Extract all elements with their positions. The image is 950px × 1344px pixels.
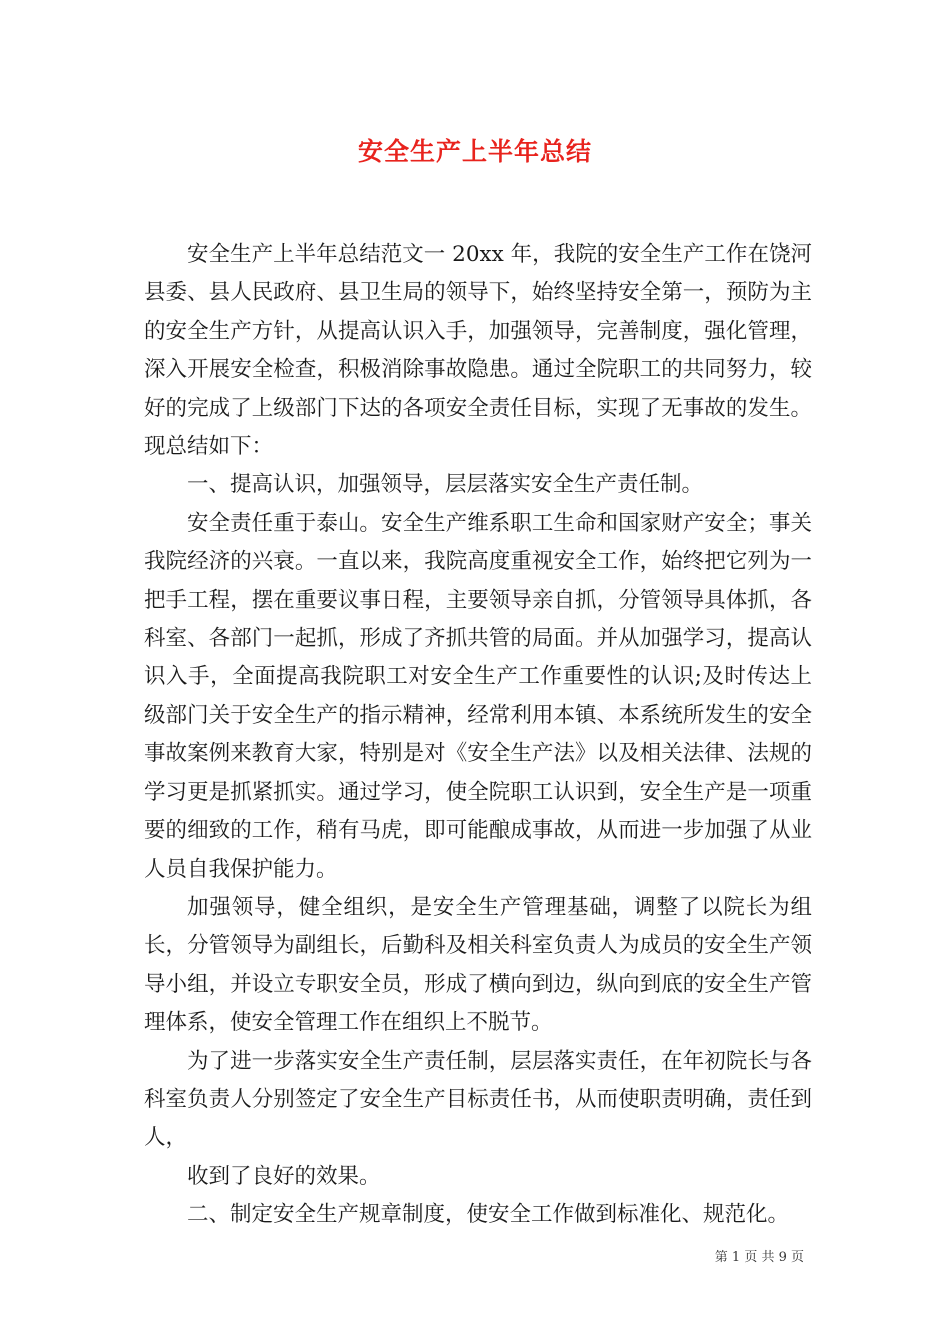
paragraph-leadership: 加强领导，健全组织，是安全生产管理基础，调整了以院长为组长，分管领导为副组长，后勤科及相关科室负责人为成员的安全生产领导小组，并设立专职安全员，形成了横向到边，纵向到底的安全生产管理体系，使安全管理工作在组织上不脱节。: [144, 894, 812, 1036]
paragraph-safety-responsibility: 安全责任重于泰山。安全生产维系职工生命和国家财产安全；事关我院经济的兴衰。一直以来，我院高度重视安全工作，始终把它列为一把手工程，摆在重要议事日程，主要领导亲自抓，分管领导具体抓，各科室、各部门一起抓，形成了齐抓共管的局面。并从加强学习，提高认识入手，全面提高我院职工对安全生产工作重要性的认识;及时传达上级部门关于安全生产的指示精神，经常利用本镇、本系统所发生的安全事故案例来教育大家，特别是对《安全生产法》以及相关法律、法规的学习更是抓紧抓实。通过学习，使全院职工认识到，安全生产是一项重要的细致的工作，稍有马虎，即可能酿成事故，从而进一步加强了从业人员自我保护能力。: [144, 510, 812, 882]
section-heading-2: 二、制定安全生产规章制度，使安全工作做到标准化、规范化。: [187, 1202, 790, 1228]
paragraph-intro: 安全生产上半年总结范文一 20xx 年，我院的安全生产工作在饶河县委、县人民政府、县卫生局的领导下，始终坚持安全第一，预防为主的安全生产方针，从提高认识入手，加强领导，完善制度，强化管理，深入开展安全检查，积极消除事故隐患。通过全院职工的共同努力，较好的完成了上级部门下达的各项安全责任目标，实现了无事故的发生。现总结如下：: [144, 242, 812, 460]
paragraph-results: 收到了良好的效果。: [187, 1163, 381, 1189]
page-number: 第 1 页 共 9 页: [714, 1250, 804, 1265]
document-title: 安全生产上半年总结: [357, 137, 592, 166]
section-heading-1: 一、提高认识，加强领导，层层落实安全生产责任制。: [187, 472, 704, 498]
document-body: [144, 236, 812, 1235]
paragraph-responsibility-system: 为了进一步落实安全生产责任制，层层落实责任，在年初院长与各科室负责人分别签定了安全生产目标责任书，从而使职责明确，责任到人，: [144, 1048, 812, 1151]
